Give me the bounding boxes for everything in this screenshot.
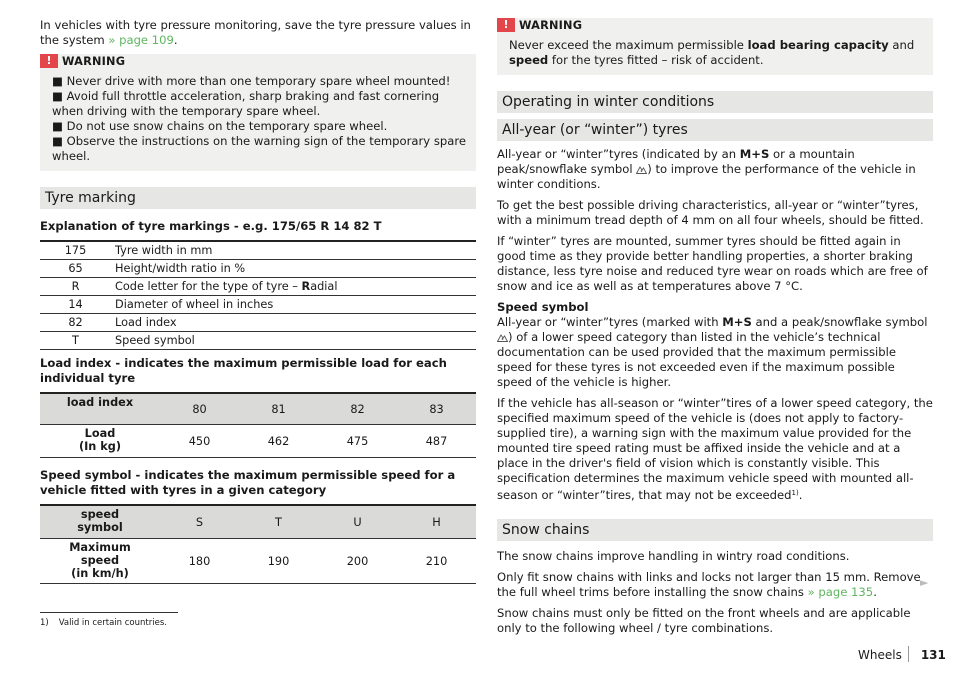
page-footer <box>858 646 946 662</box>
footnote: 1) Valid in certain countries. <box>40 618 167 628</box>
warning-list <box>52 74 466 164</box>
footnote-ref: 1) <box>791 489 799 497</box>
speed-symbol-table <box>40 504 476 584</box>
paragraph: Speed symbol All-year or “winter”tyres (marked with M+S and a peak/snowflake symbol ) of a lower speed category than listed in the vehicle’s technical documentation can be used provided that the maximum permissible speed for these tyres is not exceeded even if the maximum possible speed of the vehicle is higher. <box>497 300 928 389</box>
divider <box>908 646 909 662</box>
list-item: ■ Never drive with more than one temporary spare wheel mounted! <box>52 74 451 88</box>
paragraph: If the vehicle has all-season or “winter”tires of a lower speed category, the specified maximum speed of the vehicle is (does not apply to factory-supplied tire), a warning sign with the maximum value provided for the mounted tire speed rating must be affixed inside the vehicle and at a place in the driver's field of vision which is constantly visible. This specification determines the maximum vehicle speed with mounted all-season or “winter”tires, that may not be exceeded$^{1)}$. <box>497 396 933 502</box>
warning-icon: ! <box>40 54 58 68</box>
warning-text: Never exceed the maximum permissible load bearing capacity and speed for the tyres fitted – risk of accident. <box>509 38 915 67</box>
warning-box <box>497 18 933 75</box>
chapter-name: Wheels <box>858 648 902 662</box>
page-number: 131 <box>920 648 946 662</box>
right-column <box>497 18 933 642</box>
table-row: 175 Tyre width in mm <box>40 241 476 260</box>
section-heading: Tyre marking <box>40 187 476 209</box>
section-heading: Snow chains <box>497 519 933 541</box>
table-row: Maximum speed (in km/h) 180 190 200 210 <box>40 539 476 584</box>
subheading: Speed symbol <box>497 300 589 314</box>
intro-paragraph: In vehicles with tyre pressure monitoring, save the tyre pressure values in the system » page 109. <box>40 18 471 47</box>
table-row: 14 Diameter of wheel in inches <box>40 296 476 314</box>
footnote-divider <box>40 612 178 613</box>
section-heading: Operating in winter conditions <box>497 91 933 113</box>
table-row: 82 Load index <box>40 314 476 332</box>
table-row: R Code letter for the type of tyre – Radial <box>40 278 476 296</box>
paragraph: To get the best possible driving characteristics, all-year or “winter”tyres, with a minimum tread depth of 4 mm on all four wheels, should be fitted. <box>497 198 924 227</box>
subheading: Load index - indicates the maximum permissible load for each individual tyre <box>40 356 447 385</box>
subheading: Speed symbol - indicates the maximum permissible speed for a vehicle fitted with tyres in a given category <box>40 468 456 497</box>
list-item: ■ Avoid full throttle acceleration, sharp braking and fast cornering when driving with the temporary spare wheel. <box>52 89 440 118</box>
continue-arrow-icon: ► <box>920 576 929 589</box>
load-index-table <box>40 392 476 458</box>
warning-icon: ! <box>497 18 515 32</box>
page-link[interactable]: » page 135 <box>807 585 874 599</box>
left-column <box>40 18 476 594</box>
list-item: ■ Observe the instructions on the warning sign of the temporary spare wheel. <box>52 134 466 163</box>
section-heading: All-year (or “winter”) tyres <box>497 119 933 141</box>
table-row: 65 Height/width ratio in % <box>40 260 476 278</box>
table-row: T Speed symbol <box>40 332 476 350</box>
warning-title: WARNING <box>62 55 126 68</box>
paragraph: Only fit snow chains with links and locks not larger than 15 mm. Remove the full wheel trims before installing the snow chains » page 135. <box>497 570 921 599</box>
paragraph: If “winter” tyres are mounted, summer tyres should be fitted again in good time as they provide better handling properties, a shorter braking distance, less tyre noise and reduced tyre wear on roads which are free of snow and ice as well as at temperatures above 7 °C. <box>497 234 928 293</box>
warning-title: WARNING <box>519 19 583 32</box>
paragraph: All-year or “winter”tyres (indicated by an M+S or a mountain peak/snowflake symbol ) to improve the performance of the vehicle in winter conditions. <box>497 147 916 191</box>
subheading: Explanation of tyre markings - e.g. 175/65 R 14 82 T <box>40 219 382 233</box>
tyre-marking-table <box>40 240 476 350</box>
page-link[interactable]: » page 109 <box>108 33 174 47</box>
snowflake-mountain-icon <box>636 164 647 174</box>
list-item: ■ Do not use snow chains on the temporary spare wheel. <box>52 119 388 133</box>
table-header-row: speed symbol S T U H <box>40 505 476 539</box>
table-header-row: load index 80 81 82 83 <box>40 393 476 425</box>
warning-box <box>40 54 476 171</box>
snowflake-mountain-icon <box>497 332 508 342</box>
paragraph: The snow chains improve handling in wintry road conditions. <box>497 549 850 563</box>
paragraph: Snow chains must only be fitted on the front wheels and are applicable only to the following wheel / tyre combinations. <box>497 606 911 635</box>
table-row: Load (In kg) 450 462 475 487 <box>40 425 476 458</box>
